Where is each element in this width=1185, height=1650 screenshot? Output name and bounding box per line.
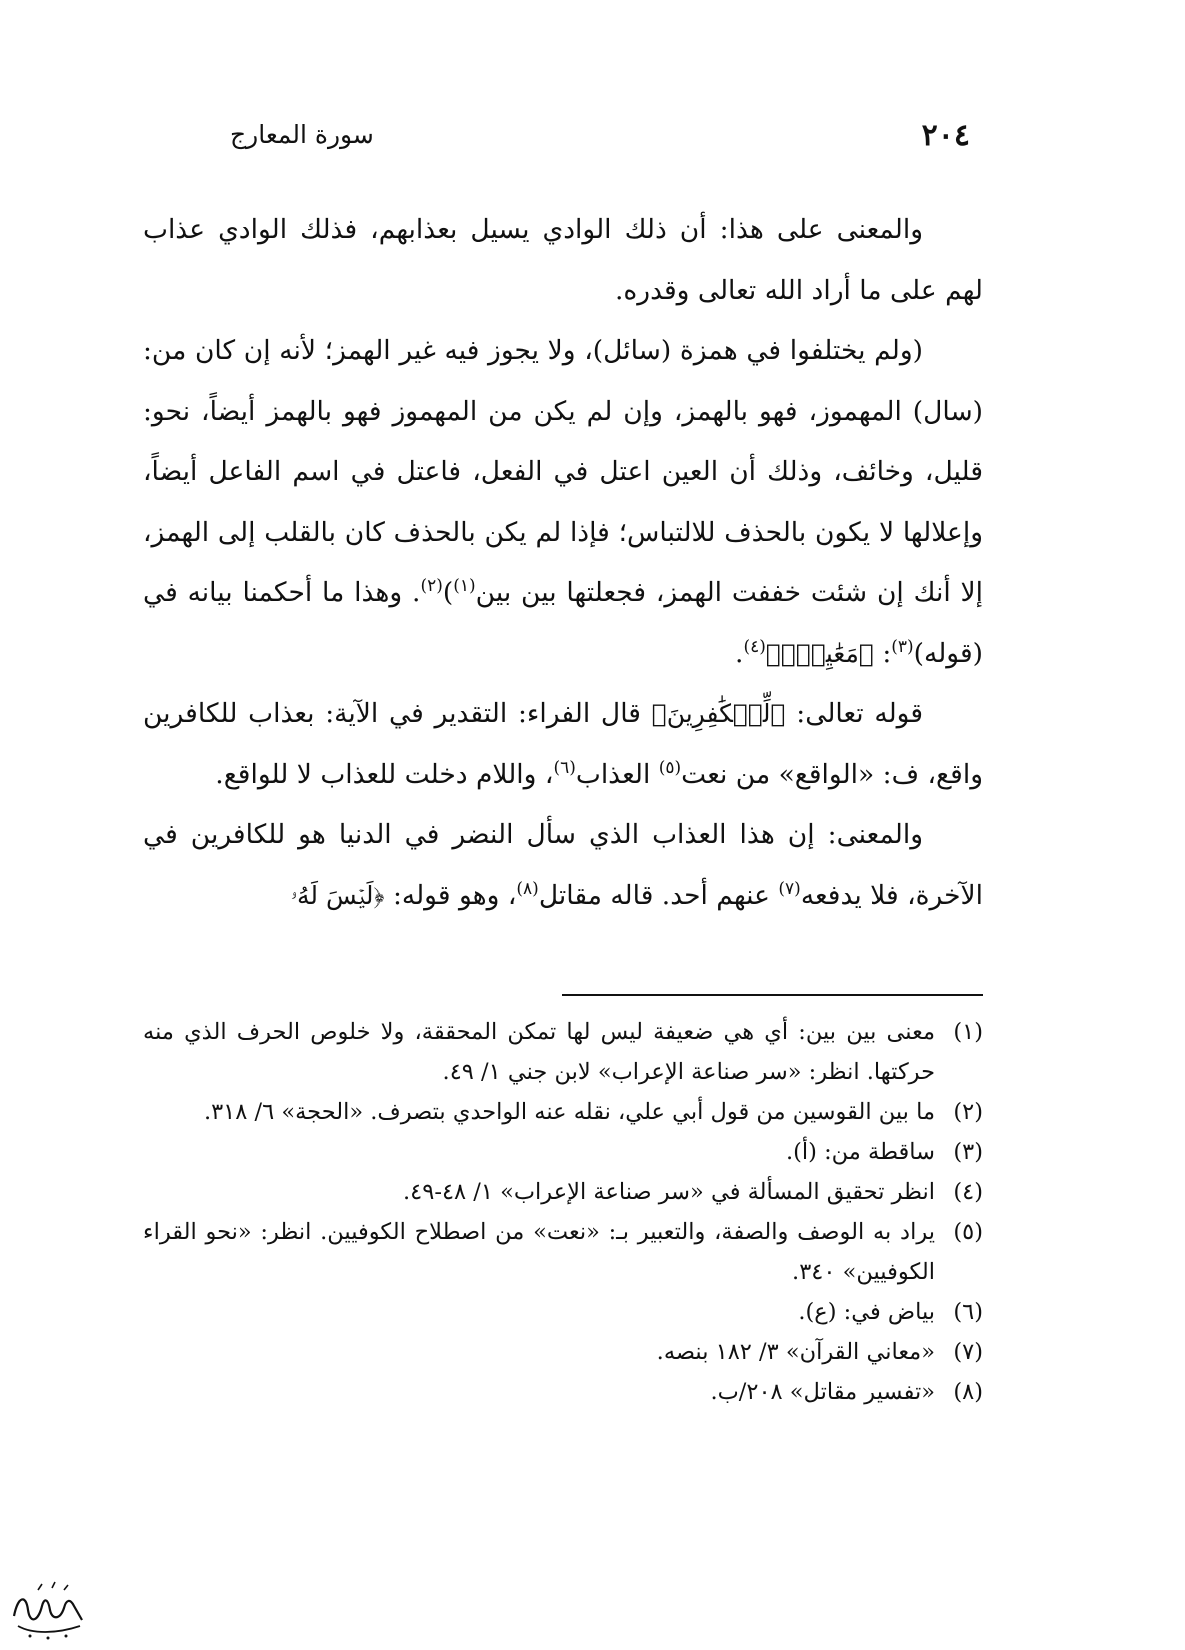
paragraph-2 — [143, 321, 983, 684]
main-text — [143, 200, 983, 926]
paragraph-3-text-d: ، واللام دخلت للعذاب لا للواقع. — [215, 758, 554, 790]
paragraph-3-text-b: قال الفراء: التقدير في الآية: بعذاب للكافرين واقع، ف: «الواقع» من نعت — [143, 698, 983, 790]
paragraph-3-text: قوله تعالى: — [785, 698, 924, 729]
footnote-text: ما بين القوسين من قول أبي علي، نقله عنه الواحدي بتصرف. «الحجة» ٦/ ٣١٨. — [203, 1099, 935, 1125]
footnote-text: يراد به الوصف والصفة، والتعبير بـ: «نعت» من اصطلاح الكوفيين. انظر: «نحو القراء الكوفيين» ٣٤٠. — [143, 1219, 935, 1285]
page-header — [160, 118, 980, 162]
footnote-text: بياض في: (ع). — [798, 1299, 935, 1325]
footnote-ref-5[interactable]: (٥) — [658, 757, 682, 778]
footnote — [143, 1012, 983, 1092]
footnote-ref-8[interactable]: (٨) — [516, 878, 539, 899]
footnote-number: (٨) — [953, 1379, 983, 1405]
footnote — [143, 1332, 983, 1372]
footnote-text: «تفسير مقاتل» ٢٠٨/ب. — [710, 1379, 935, 1405]
paragraph-4-text-c: ، وهو قوله: — [384, 879, 517, 911]
footnote-number: (٢) — [953, 1099, 983, 1125]
quran-quote: ﴿لِّلۡكَٰفِرِينَ﴾ — [651, 699, 786, 728]
paragraph-3-text-c: العذاب — [575, 758, 659, 790]
footnote-text: انظر تحقيق المسألة في «سر صناعة الإعراب» ١/ ٤٨-٤٩. — [403, 1179, 935, 1205]
footnote — [143, 1292, 983, 1332]
footnote — [143, 1092, 983, 1132]
paragraph-2-text-b: ) — [442, 577, 454, 608]
running-title: سورة المعارج — [230, 120, 374, 149]
quran-quote: ﴿مَعَٰيِشَۗ﴾ — [765, 638, 874, 668]
footnote-ref-6[interactable]: (٦) — [553, 757, 576, 778]
footnote-text: معنى بين بين: أي هي ضعيفة ليس لها تمكن المحققة، ولا خلوص الحرف الذي منه حركتها. انظر: «سر صناعة الإعراب» لابن جني ١/ ٤٩. — [143, 1019, 935, 1085]
paragraph-4 — [143, 805, 983, 926]
paragraph-3 — [143, 684, 983, 805]
footnote-text: ساقطة من: (أ). — [785, 1139, 935, 1165]
paragraph-4-text: والمعنى: إن هذا العذاب الذي سأل النضر في الدنيا هو للكافرين في الآخرة، فلا يدفعه — [143, 819, 983, 911]
publisher-logo — [8, 1576, 88, 1644]
footnote-text: «معاني القرآن» ٣/ ١٨٢ بنصه. — [656, 1339, 935, 1365]
paragraph-2-text-e: . — [735, 637, 744, 669]
footnote — [143, 1172, 983, 1212]
footnote — [143, 1212, 983, 1292]
footnote-number: (٧) — [953, 1339, 983, 1365]
footnote-number: (١) — [953, 1019, 983, 1045]
footnote-ref-7[interactable]: (٧) — [778, 878, 801, 899]
footnote-ref-2[interactable]: (٢) — [420, 576, 443, 597]
footnote-ref-1[interactable]: (١) — [453, 576, 476, 597]
footnote-number: (٦) — [953, 1299, 983, 1325]
paragraph-2-text-c: . وهذا ما أحكمنا بيانه في (قوله) — [143, 577, 983, 669]
footnote-ref-4[interactable]: (٤) — [743, 636, 766, 657]
paragraph-2-text-d: : — [873, 637, 892, 669]
quran-quote: ﴿لَيۡسَ لَهُۥ — [290, 880, 385, 910]
footnote-number: (٥) — [953, 1219, 983, 1245]
footnote — [143, 1132, 983, 1172]
footnote-separator — [562, 994, 983, 996]
paragraph-4-text-b: عنهم أحد. قاله مقاتل — [538, 879, 779, 911]
footnote-ref-3[interactable]: (٣) — [891, 636, 914, 657]
footnote — [143, 1372, 983, 1412]
footnotes — [143, 1012, 983, 1412]
page-number: ٢٠٤ — [921, 118, 970, 153]
footnote-number: (٤) — [953, 1179, 983, 1205]
footnote-number: (٣) — [953, 1139, 983, 1165]
paragraph-2-text: (ولم يختلفوا في همزة (سائل)، ولا يجوز فيه غير الهمز؛ لأنه إن كان من: (سال) المهموز، فهو بالهمز، وإن لم يكن من المهموز فهو بالهمز أيضاً، نحو: قليل، وخائف، وذلك أن العين اعتل في الفعل، فاعتل في اسم الفاعل أيضاً، وإعلالها لا يكون بالحذف للالتباس؛ فإذا لم يكن بالحذف كان بالقلب إلى الهمز، إلا أنك إن شئت خففت الهمز، فجعلتها بين بين — [143, 335, 983, 608]
paragraph-1: والمعنى على هذا: أن ذلك الوادي يسيل بعذابهم، فذلك الوادي عذاب لهم على ما أراد الله تعالى وقدره. — [143, 214, 983, 306]
